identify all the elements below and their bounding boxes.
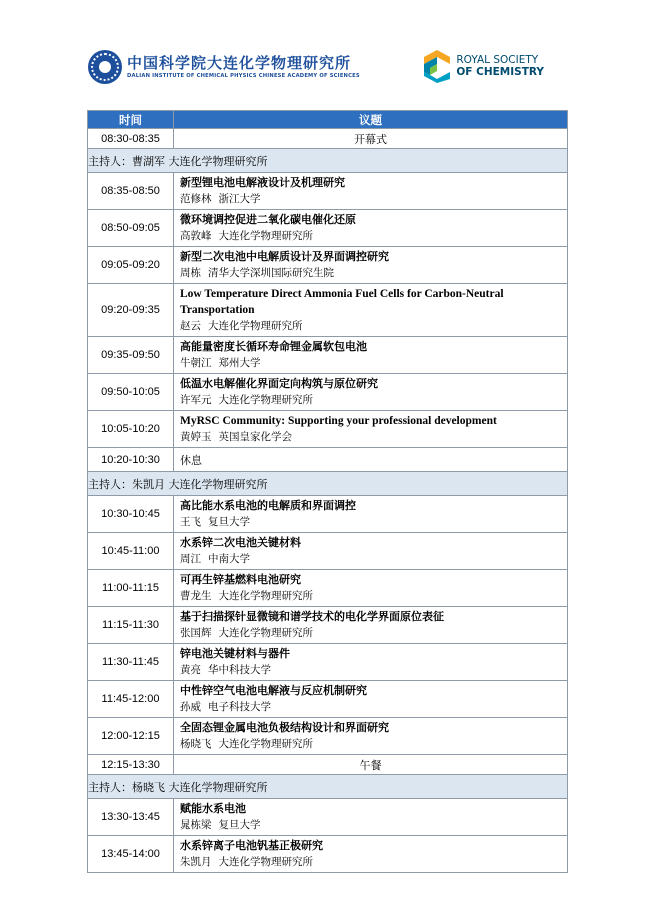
talk-speaker-line xyxy=(180,191,567,207)
rsc-logo-block xyxy=(422,48,544,84)
talk-speaker-line xyxy=(180,228,567,244)
talk-title: 可再生锌基燃料电池研究 xyxy=(180,573,301,586)
agenda-time: 10:20-10:30 xyxy=(88,448,174,472)
talk-title: Low Temperature Direct Ammonia Fuel Cells for Carbon-Neutral Transportation xyxy=(180,288,504,316)
agenda-event: 午餐 xyxy=(174,755,568,775)
talk-title: 水系锌离子电池钒基正极研究 xyxy=(180,839,323,852)
talk-cell xyxy=(174,570,568,607)
agenda-row xyxy=(88,247,568,284)
speaker-name: 张国辉 xyxy=(180,627,212,639)
agenda-table xyxy=(87,110,568,873)
speaker-affiliation: 大连化学物理研究所 xyxy=(218,627,313,639)
talk-cell xyxy=(174,247,568,284)
dicp-name-cn: 中国科学院大连化学物理研究所 xyxy=(127,54,352,72)
talk-title: 赋能水系电池 xyxy=(180,802,246,815)
speaker-name: 杨晓飞 xyxy=(180,738,212,750)
rsc-name-line2: OF CHEMISTRY xyxy=(456,66,544,78)
speaker-name: 周江 xyxy=(180,553,201,565)
talk-cell xyxy=(174,496,568,533)
speaker-name: 黄亮 xyxy=(180,664,201,676)
agenda-time: 11:00-11:15 xyxy=(88,570,174,607)
speaker-affiliation: 浙江大学 xyxy=(218,193,261,205)
talk-title: 低温水电解催化界面定向构筑与原位研究 xyxy=(180,377,378,390)
speaker-name: 范修林 xyxy=(180,193,212,205)
agenda-time: 11:45-12:00 xyxy=(88,681,174,718)
agenda-row xyxy=(88,496,568,533)
agenda-row xyxy=(88,533,568,570)
speaker-affiliation: 电子科技大学 xyxy=(208,701,271,713)
speaker-affiliation: 英国皇家化学会 xyxy=(218,431,292,443)
talk-speaker-line xyxy=(180,662,567,678)
session-chair-row xyxy=(88,472,568,496)
speaker-affiliation: 大连化学物理研究所 xyxy=(218,856,313,868)
talk-title: 基于扫描探针显微镜和谱学技术的电化学界面原位表征 xyxy=(180,610,444,623)
talk-title: 新型锂电池电解液设计及机理研究 xyxy=(180,176,345,189)
agenda-time: 09:50-10:05 xyxy=(88,374,174,411)
talk-title: 水系锌二次电池关键材料 xyxy=(180,536,301,549)
speaker-affiliation: 中南大学 xyxy=(208,553,250,565)
speaker-name: 周栋 xyxy=(180,267,201,279)
agenda-row xyxy=(88,337,568,374)
talk-speaker-line xyxy=(180,318,567,334)
agenda-row xyxy=(88,448,568,472)
session-chair: 主持人：曹湖军 大连化学物理研究所 xyxy=(88,149,568,173)
talk-cell xyxy=(174,799,568,836)
talk-cell xyxy=(174,374,568,411)
talk-cell xyxy=(174,836,568,873)
agenda-time: 08:35-08:50 xyxy=(88,173,174,210)
agenda-row xyxy=(88,607,568,644)
talk-speaker-line xyxy=(180,854,567,870)
table-header-row xyxy=(88,111,568,129)
col-header-time: 时间 xyxy=(88,111,174,129)
speaker-name: 黄婷玉 xyxy=(180,431,212,443)
agenda-time: 12:00-12:15 xyxy=(88,718,174,755)
talk-speaker-line xyxy=(180,817,567,833)
speaker-affiliation: 大连化学物理研究所 xyxy=(218,738,313,750)
agenda-time: 13:30-13:45 xyxy=(88,799,174,836)
speaker-affiliation: 大连化学物理研究所 xyxy=(218,394,313,406)
agenda-row xyxy=(88,644,568,681)
agenda-row xyxy=(88,681,568,718)
speaker-affiliation: 清华大学深圳国际研究生院 xyxy=(208,267,334,279)
talk-speaker-line xyxy=(180,551,567,567)
rsc-emblem-icon xyxy=(422,48,452,84)
talk-title: 全固态锂金属电池负极结构设计和界面研究 xyxy=(180,721,389,734)
talk-cell xyxy=(174,210,568,247)
agenda-time: 11:15-11:30 xyxy=(88,607,174,644)
page-header xyxy=(88,44,544,88)
talk-cell xyxy=(174,718,568,755)
talk-speaker-line xyxy=(180,355,567,371)
agenda-event: 开幕式 xyxy=(174,129,568,149)
agenda-row xyxy=(88,718,568,755)
talk-speaker-line xyxy=(180,736,567,752)
talk-cell xyxy=(174,284,568,337)
agenda-row xyxy=(88,411,568,448)
agenda-time: 09:35-09:50 xyxy=(88,337,174,374)
talk-speaker-line xyxy=(180,514,567,530)
rsc-name-line1: ROYAL SOCIETY xyxy=(456,54,539,66)
agenda-time: 13:45-14:00 xyxy=(88,836,174,873)
speaker-affiliation: 华中科技大学 xyxy=(208,664,271,676)
talk-cell xyxy=(174,644,568,681)
talk-title: MyRSC Community: Supporting your professional development xyxy=(180,415,497,427)
agenda-time: 10:45-11:00 xyxy=(88,533,174,570)
talk-cell xyxy=(174,681,568,718)
session-chair: 主持人：杨晓飞 大连化学物理研究所 xyxy=(88,775,568,799)
talk-title: 高能量密度长循环寿命锂金属软包电池 xyxy=(180,340,367,353)
speaker-name: 牛朝江 xyxy=(180,357,212,369)
speaker-name: 高敦峰 xyxy=(180,230,212,242)
agenda-time: 10:05-10:20 xyxy=(88,411,174,448)
speaker-name: 许军元 xyxy=(180,394,212,406)
speaker-affiliation: 大连化学物理研究所 xyxy=(208,320,303,332)
speaker-name: 曹龙生 xyxy=(180,590,212,602)
talk-speaker-line xyxy=(180,699,567,715)
agenda-time: 10:30-10:45 xyxy=(88,496,174,533)
speaker-name: 王飞 xyxy=(180,516,201,528)
speaker-name: 孙威 xyxy=(180,701,201,713)
talk-title: 锌电池关键材料与器件 xyxy=(180,647,290,660)
agenda-event: 休息 xyxy=(174,448,568,472)
speaker-affiliation: 大连化学物理研究所 xyxy=(218,230,313,242)
agenda-row xyxy=(88,284,568,337)
talk-cell xyxy=(174,533,568,570)
talk-title: 高比能水系电池的电解质和界面调控 xyxy=(180,499,356,512)
agenda-time: 08:30-08:35 xyxy=(88,129,174,149)
session-chair-row xyxy=(88,149,568,173)
dicp-logo-block xyxy=(88,50,360,84)
agenda-time: 12:15-13:30 xyxy=(88,755,174,775)
agenda-time: 09:20-09:35 xyxy=(88,284,174,337)
talk-cell xyxy=(174,337,568,374)
talk-speaker-line xyxy=(180,392,567,408)
talk-speaker-line xyxy=(180,625,567,641)
talk-speaker-line xyxy=(180,265,567,281)
speaker-affiliation: 复旦大学 xyxy=(208,516,250,528)
talk-title: 新型二次电池中电解质设计及界面调控研究 xyxy=(180,250,389,263)
agenda-time: 08:50-09:05 xyxy=(88,210,174,247)
session-chair: 主持人：朱凯月 大连化学物理研究所 xyxy=(88,472,568,496)
speaker-name: 晁栋梁 xyxy=(180,819,212,831)
talk-cell xyxy=(174,411,568,448)
agenda-row xyxy=(88,374,568,411)
speaker-name: 朱凯月 xyxy=(180,856,212,868)
agenda-row xyxy=(88,173,568,210)
talk-cell xyxy=(174,173,568,210)
agenda-time: 11:30-11:45 xyxy=(88,644,174,681)
speaker-affiliation: 复旦大学 xyxy=(218,819,261,831)
agenda-row xyxy=(88,129,568,149)
speaker-affiliation: 大连化学物理研究所 xyxy=(218,590,313,602)
speaker-name: 赵云 xyxy=(180,320,201,332)
dicp-name-en: DALIAN INSTITUTE OF CHEMICAL PHYSICS CHINESE ACADEMY OF SCIENCES xyxy=(127,73,360,79)
speaker-affiliation: 郑州大学 xyxy=(218,357,261,369)
agenda-row xyxy=(88,570,568,607)
agenda-row xyxy=(88,210,568,247)
agenda-row xyxy=(88,836,568,873)
agenda-row xyxy=(88,755,568,775)
talk-speaker-line xyxy=(180,588,567,604)
agenda-time: 09:05-09:20 xyxy=(88,247,174,284)
col-header-topic: 议题 xyxy=(174,111,568,129)
agenda-row xyxy=(88,799,568,836)
talk-speaker-line xyxy=(180,429,567,445)
session-chair-row xyxy=(88,775,568,799)
dicp-emblem-icon xyxy=(88,50,122,84)
talk-cell xyxy=(174,607,568,644)
talk-title: 微环境调控促进二氧化碳电催化还原 xyxy=(180,213,356,226)
agenda-body xyxy=(88,129,568,873)
talk-title: 中性锌空气电池电解液与反应机制研究 xyxy=(180,684,367,697)
